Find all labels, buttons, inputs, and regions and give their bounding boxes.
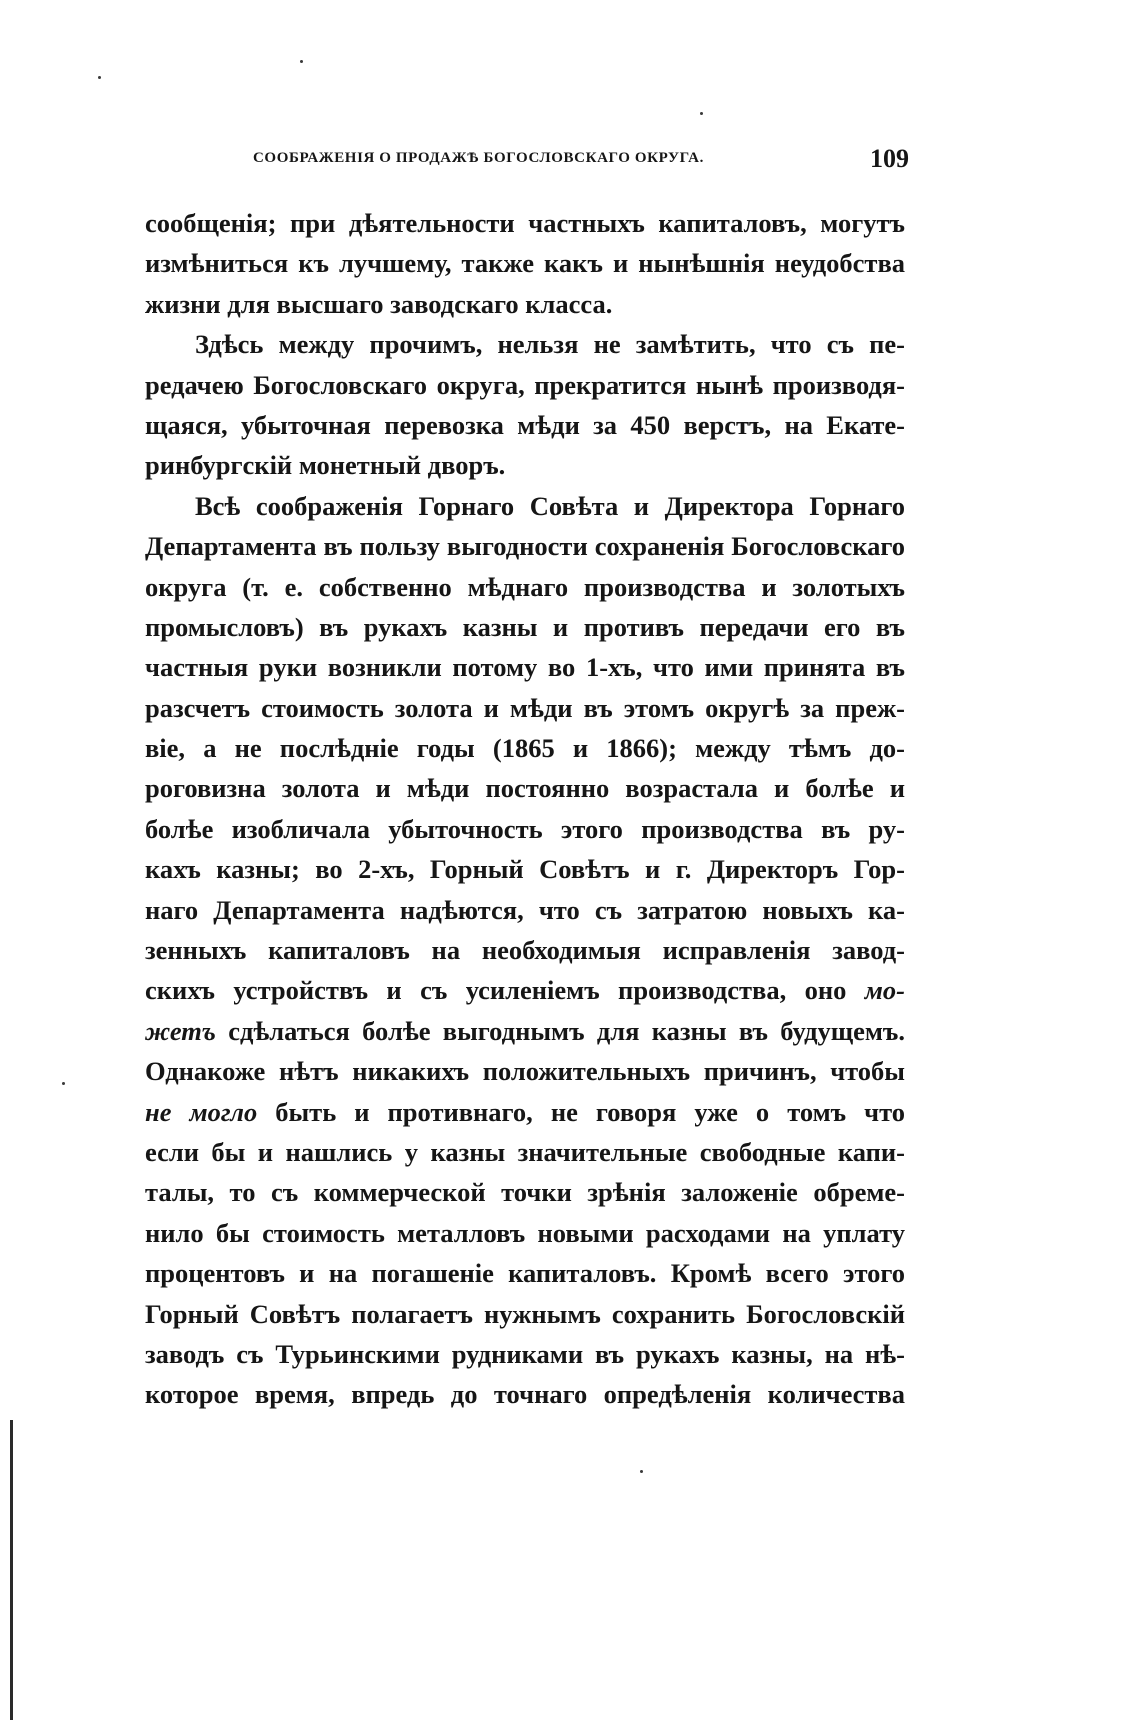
text-segment: жизни для высшаго заводскаго класса. <box>145 288 613 319</box>
text-segment: сдѣлаться болѣе выгоднымъ для казны въ будущемъ. <box>215 1015 905 1046</box>
text-segment: промысловъ) въ рукахъ казны и противъ передачи его въ <box>145 611 905 642</box>
italic-text-segment: мо- <box>864 975 905 1006</box>
text-line <box>145 1092 905 1132</box>
text-line <box>145 526 905 566</box>
text-line <box>145 203 905 243</box>
text-segment: редачею Богословскаго округа, прекратится нынѣ производя- <box>145 369 905 400</box>
text-segment: роговизна золота и мѣди постоянно возрастала и болѣе и <box>145 773 905 804</box>
text-line <box>145 1253 905 1293</box>
text-line <box>145 445 905 485</box>
binding-edge-shadow <box>10 1420 13 1720</box>
text-segment: віе, а не послѣдніе годы (1865 и 1866); между тѣмъ до- <box>145 733 905 764</box>
paper-speck <box>300 60 303 63</box>
text-line <box>145 284 905 324</box>
text-segment: если бы и нашлись у казны значительные свободные капи- <box>145 1136 905 1167</box>
text-line <box>145 849 905 889</box>
paper-speck <box>98 76 101 79</box>
text-line <box>145 728 905 768</box>
text-line <box>145 1213 905 1253</box>
text-segment: наго Департамента надѣются, что съ затратою новыхъ ка- <box>145 894 905 925</box>
text-line <box>145 1294 905 1334</box>
text-line <box>145 1051 905 1091</box>
text-line <box>145 567 905 607</box>
running-head <box>253 144 909 174</box>
text-line <box>145 1374 905 1414</box>
text-segment: округа (т. е. собственно мѣднаго производства и золотыхъ <box>145 571 905 602</box>
text-line <box>145 930 905 970</box>
text-line <box>145 647 905 687</box>
text-segment: Однакоже нѣтъ никакихъ положительныхъ причинъ, чтобы <box>145 1056 905 1087</box>
running-title: СООБРАЖЕНІЯ О ПРОДАЖѢ БОГОСЛОВСКАГО ОКРУГА. <box>253 150 704 166</box>
text-segment: болѣе изобличала убыточность этого производства въ ру- <box>145 813 905 844</box>
text-line <box>145 1132 905 1172</box>
italic-text-segment: не могло <box>145 1096 258 1127</box>
italic-text-segment: жетъ <box>145 1015 216 1046</box>
text-segment: которое время, впредь до точнаго опредѣленія количества <box>145 1379 905 1410</box>
text-segment: Здѣсь между прочимъ, нельзя не замѣтить, что съ пе- <box>195 329 905 360</box>
text-line <box>145 486 905 526</box>
text-line <box>145 607 905 647</box>
text-line <box>145 365 905 405</box>
text-segment: кахъ казны; во 2-хъ, Горный Совѣтъ и г. Директоръ Гор- <box>145 854 905 885</box>
text-line <box>145 243 905 283</box>
text-segment: Всѣ соображенія Горнаго Совѣта и Директора Горнаго <box>195 490 905 521</box>
text-segment: измѣниться къ лучшему, также какъ и нынѣшнія неудобства <box>145 248 905 279</box>
text-line <box>145 768 905 808</box>
page-number: 109 <box>870 144 909 173</box>
text-segment: талы, то съ коммерческой точки зрѣнія заложеніе обреме- <box>145 1177 905 1208</box>
text-segment: сообщенія; при дѣятельности частныхъ капиталовъ, могутъ <box>145 208 905 238</box>
text-segment: разсчетъ стоимость золота и мѣди въ этомъ округѣ за преж- <box>145 692 905 723</box>
text-segment: щаяся, убыточная перевозка мѣди за 450 верстъ, на Екате- <box>145 409 905 440</box>
text-segment: заводъ съ Турьинскими рудниками въ рукахъ казны, на нѣ- <box>145 1338 905 1369</box>
paper-speck <box>640 1470 643 1473</box>
text-segment: скихъ устройствъ и съ усиленіемъ производства, оно <box>145 975 865 1006</box>
text-line <box>145 324 905 364</box>
text-line <box>145 970 905 1010</box>
text-line <box>145 1011 905 1051</box>
text-line <box>145 1334 905 1374</box>
text-line <box>145 809 905 849</box>
text-segment: Горный Совѣтъ полагаетъ нужнымъ сохранить Богословскій <box>145 1298 905 1329</box>
text-line <box>145 405 905 445</box>
text-segment: Департамента въ пользу выгодности сохраненія Богословскаго <box>145 531 905 562</box>
text-segment: зенныхъ капиталовъ на необходимыя исправленія завод- <box>145 935 905 966</box>
text-segment: частныя руки возникли потому во 1-хъ, что ими принята въ <box>145 652 905 683</box>
text-line <box>145 1172 905 1212</box>
body-text <box>145 203 905 1415</box>
text-line <box>145 688 905 728</box>
text-segment: процентовъ и на погашеніе капиталовъ. Кромѣ всего этого <box>145 1258 905 1289</box>
text-segment: нило бы стоимость металловъ новыми расходами на уплату <box>145 1217 905 1248</box>
text-segment: быть и противнаго, не говоря уже о томъ что <box>257 1096 905 1127</box>
text-line <box>145 890 905 930</box>
text-segment: ринбургскій монетный дворъ. <box>145 450 506 481</box>
paper-speck <box>700 112 703 115</box>
paper-speck <box>62 1082 65 1085</box>
